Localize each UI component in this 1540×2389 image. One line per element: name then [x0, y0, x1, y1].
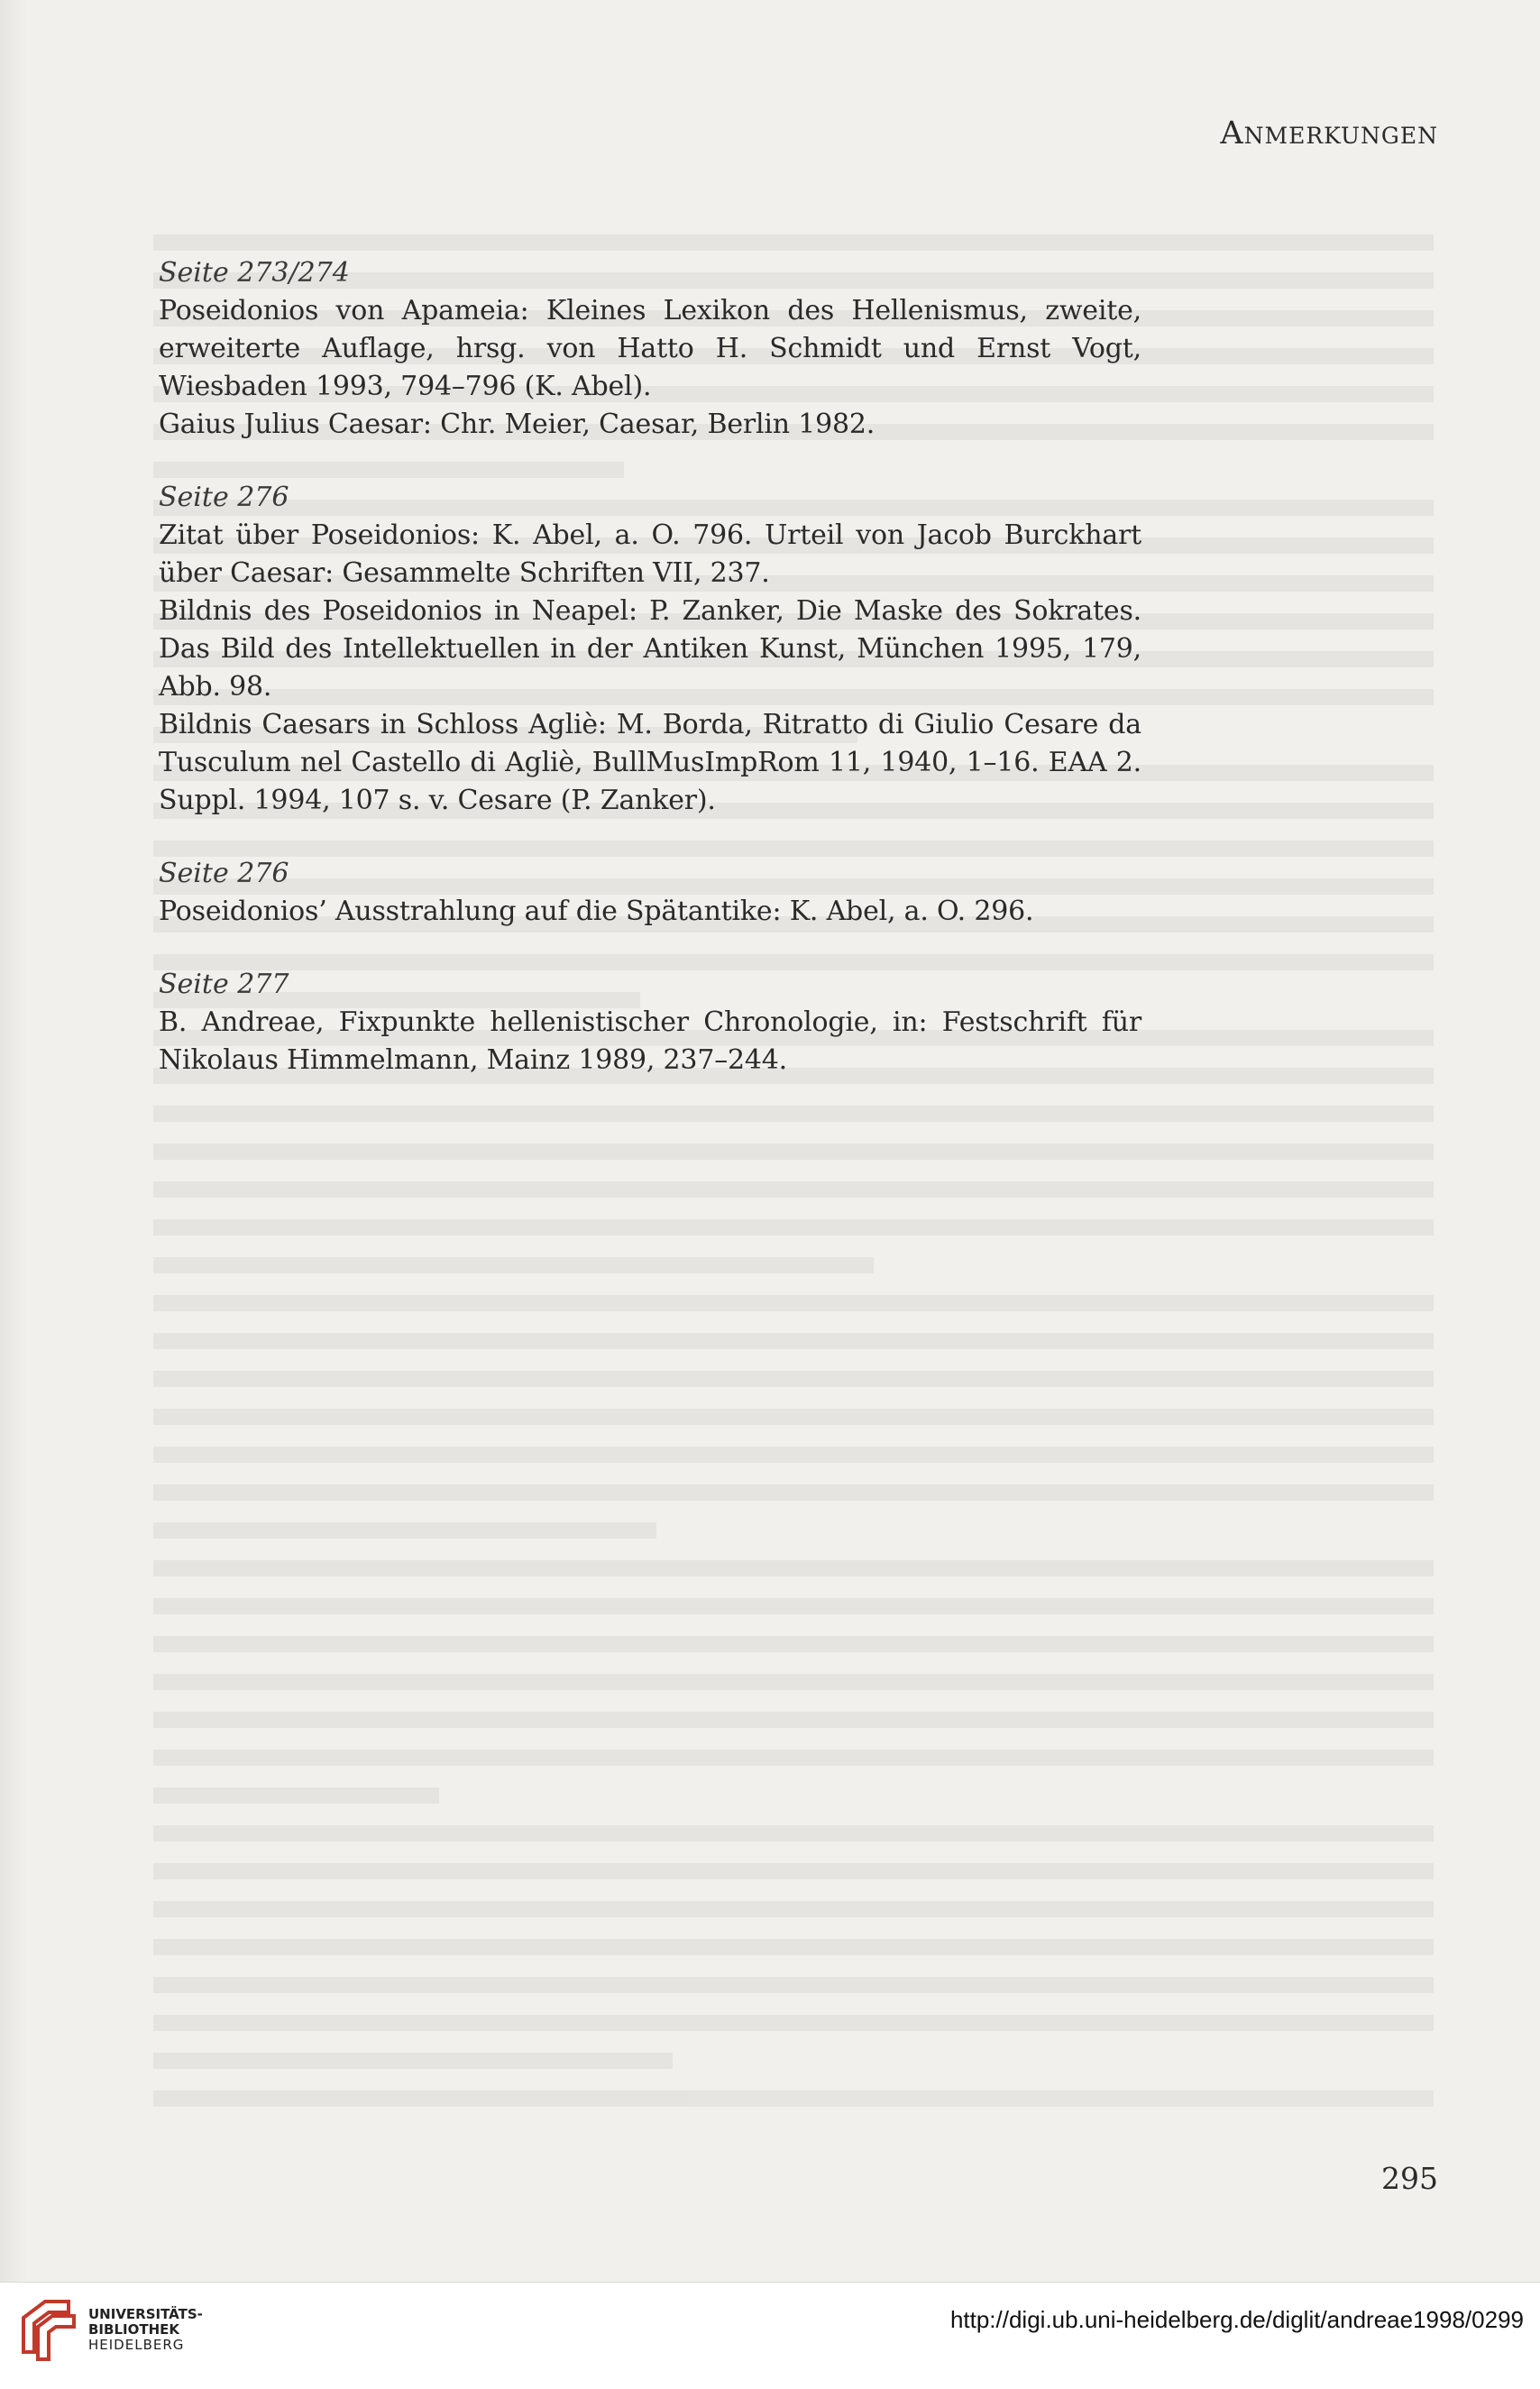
- library-name-line: BIBLIOTHEK: [88, 2321, 179, 2338]
- show-through-line: [153, 1939, 1434, 1955]
- library-name: [88, 2307, 203, 2353]
- show-through-line: [153, 1863, 1434, 1879]
- show-through-line: [153, 234, 1434, 251]
- source-url[interactable]: http://digi.ub.uni-heidelberg.de/diglit/andreae1998/0299: [949, 2306, 1524, 2333]
- note-section: [159, 966, 1141, 1080]
- note-section: [159, 479, 1141, 820]
- show-through-line: [153, 1257, 874, 1273]
- note-entry: Bildnis Caesars in Schloss Agliè: M. Borda, Ritratto di Giulio Cesare da Tusculum nel Castello di Agliè, BullMusImpRom 11, 1940, 1–16. EAA 2. Suppl. 1994, 107 s. v. Cesare (P. Zanker).: [159, 709, 1141, 816]
- note-entry: Poseidonios von Apameia: Kleines Lexikon des Hellenismus, zweite, erweiterte Auflage, hrsg. von Hatto H. Schmidt und Ernst Vogt, Wiesbaden 1993, 794–796 (K. Abel).: [159, 295, 1141, 402]
- footer-bar: [0, 2282, 1540, 2389]
- show-through-line: [153, 1598, 1434, 1614]
- show-through-line: [153, 1447, 1434, 1463]
- note-entry: Zitat über Poseidonios: K. Abel, a. O. 796. Urteil von Jacob Burckhart über Caesar: Gesammelte Schriften VII, 237.: [159, 519, 1141, 589]
- show-through-line: [153, 1484, 1434, 1501]
- show-through-line: [153, 1636, 1434, 1652]
- show-through-line: [153, 1144, 1434, 1160]
- section-label: Seite 273/274: [159, 257, 350, 289]
- section-label: Seite 276: [159, 858, 289, 889]
- library-name-line: HEIDELBERG: [88, 2337, 185, 2353]
- library-name-line: UNIVERSITÄTS-: [88, 2306, 203, 2322]
- page-number: 295: [1381, 2161, 1438, 2196]
- note-entry: B. Andreae, Fixpunkte hellenistischer Chronologie, in: Festschrift für Nikolaus Himmelmann, Mainz 1989, 237–244.: [159, 1006, 1141, 1076]
- page-gutter-shadow: [0, 0, 27, 2282]
- note-entry: Gaius Julius Caesar: Chr. Meier, Caesar, Berlin 1982.: [159, 409, 875, 440]
- show-through-line: [153, 1977, 1434, 1993]
- show-through-line: [153, 2053, 673, 2069]
- show-through-line: [153, 1219, 1434, 1236]
- show-through-line: [153, 1750, 1434, 1766]
- show-through-line: [153, 1712, 1434, 1728]
- section-label: Seite 276: [159, 482, 289, 513]
- note-entry: Poseidonios’ Ausstrahlung auf die Spätantike: K. Abel, a. O. 296.: [159, 896, 1034, 927]
- running-head: Anmerkungen: [1220, 115, 1438, 152]
- show-through-line: [153, 2090, 1434, 2107]
- show-through-line: [153, 1371, 1434, 1387]
- show-through-line: [153, 1560, 1434, 1576]
- show-through-line: [153, 1295, 1434, 1311]
- show-through-line: [153, 1825, 1434, 1842]
- show-through-line: [153, 1787, 439, 1804]
- show-through-line: [153, 1409, 1434, 1425]
- show-through-line: [153, 2015, 1434, 2031]
- library-logo-icon: [18, 2296, 79, 2365]
- note-entry: Bildnis des Poseidonios in Neapel: P. Zanker, Die Maske des Sokrates. Das Bild des Intellektuellen in der Antiken Kunst, München 1995, 179, Abb. 98.: [159, 595, 1141, 703]
- show-through-line: [153, 1333, 1434, 1349]
- show-through-line: [153, 1522, 656, 1539]
- note-section: [159, 254, 1141, 444]
- show-through-line: [153, 1181, 1434, 1198]
- note-section: [159, 855, 1141, 931]
- notes-body: [159, 254, 1141, 1115]
- show-through-line: [153, 1674, 1434, 1690]
- section-label: Seite 277: [159, 969, 289, 1000]
- show-through-line: [153, 1901, 1434, 1917]
